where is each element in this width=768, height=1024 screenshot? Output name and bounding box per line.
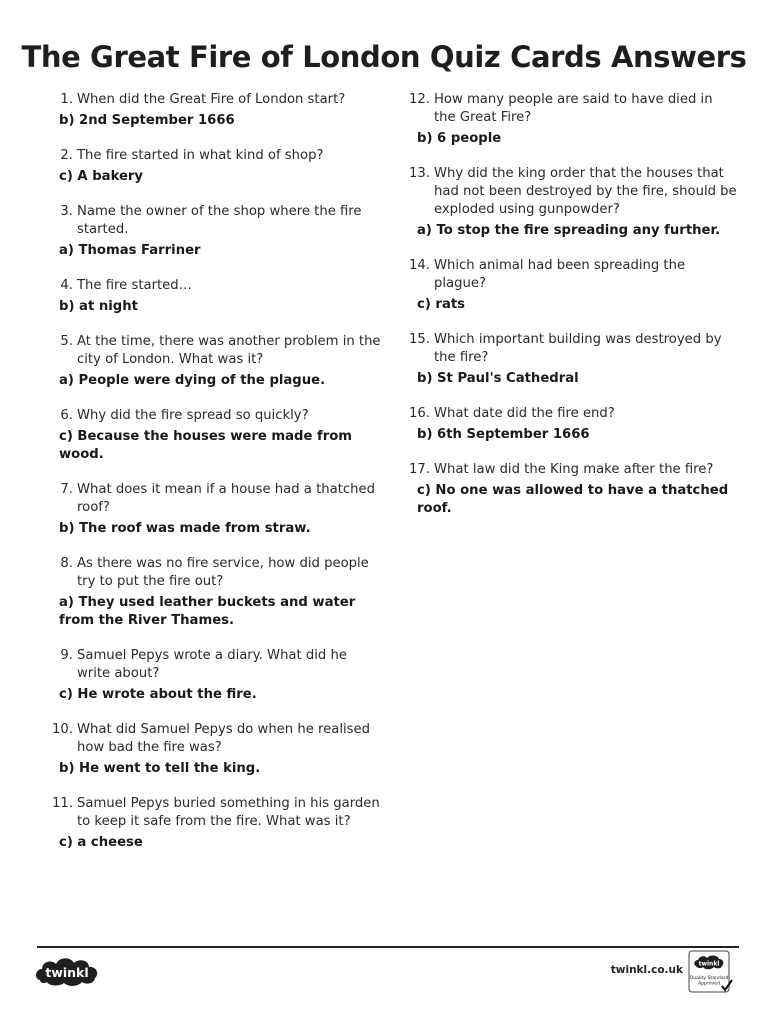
question-text: When did the Great Fire of London start? [77,92,346,107]
question-text: At the time, there was another problem in the city of London. What was it? [77,334,381,367]
question-text: The fire started in what kind of shop? [77,148,324,163]
badge-brand: twinkl [698,960,720,968]
question-number: 14. [409,258,430,273]
question-number: 12. [409,92,430,107]
question-4 [50,277,382,316]
question-text: Which animal had been spreading the plague? [434,258,686,291]
answer-text: b) 6th September 1666 [417,427,590,442]
question-6 [50,407,382,464]
badge-line-2: Approved [697,981,721,987]
question-text: Why did the king order that the houses that had not been destroyed by the fire, should be exploded using gunpowder? [434,166,737,217]
answer-text: a) They used leather buckets and water from the River Thames. [59,595,356,628]
answer-text: a) People were dying of the plague. [59,373,326,388]
question-number: 17. [409,462,430,477]
question-11 [50,795,382,852]
question-number: 15. [409,332,430,347]
question-text: Samuel Pepys wrote a diary. What did he write about? [77,648,347,681]
answer-text: b) 6 people [417,131,502,146]
question-number: 5. [60,334,73,349]
question-number: 10. [52,722,73,737]
question-number: 8. [60,556,73,571]
answer-text: c) rats [417,297,465,312]
questions-column-right [407,91,737,535]
question-text: What does it mean if a house had a thatched roof? [77,482,375,515]
question-text: What date did the fire end? [434,406,615,421]
logo-text: twinkl [45,965,89,980]
twinkl-logo[interactable] [34,954,100,988]
answer-text: b) The roof was made from straw. [59,521,311,536]
question-number: 2. [60,148,73,163]
question-13 [407,165,737,240]
question-text: As there was no fire service, how did people try to put the fire out? [77,556,369,589]
question-number: 13. [409,166,430,181]
answer-text: c) No one was allowed to have a thatched roof. [417,483,729,516]
question-number: 1. [60,92,73,107]
page-title: The Great Fire of London Quiz Cards Answers [21,40,747,74]
question-14 [407,257,737,314]
question-7 [50,481,382,538]
question-17 [407,461,737,518]
question-number: 7. [60,482,73,497]
question-16 [407,405,737,444]
question-9 [50,647,382,704]
question-text: Which important building was destroyed by the fire? [434,332,722,365]
question-3 [50,203,382,260]
question-number: 11. [52,796,73,811]
question-number: 6. [60,408,73,423]
quality-standard-badge [688,950,734,994]
question-text: What did Samuel Pepys do when he realised how bad the fire was? [77,722,371,755]
answer-text: c) A bakery [59,169,144,184]
question-2 [50,147,382,186]
site-url[interactable]: twinkl.co.uk [610,964,683,976]
answer-text: a) Thomas Farriner [59,243,201,258]
answer-text: c) Because the houses were made from wood. [59,429,353,462]
question-5 [50,333,382,390]
question-15 [407,331,737,388]
question-number: 3. [60,204,73,219]
question-1 [50,91,382,130]
question-text: How many people are said to have died in the Great Fire? [434,92,713,125]
question-12 [407,91,737,148]
questions-column-left [50,91,382,869]
question-number: 16. [409,406,430,421]
question-text: Why did the fire spread so quickly? [77,408,309,423]
question-text: The fire started… [77,278,192,293]
badge-line-1: Quality Standard [689,976,729,981]
question-10 [50,721,382,778]
answer-text: b) St Paul's Cathedral [417,371,579,386]
question-number: 9. [60,648,73,663]
question-number: 4. [60,278,73,293]
question-text: What law did the King make after the fire? [434,462,714,477]
footer-divider [37,946,739,948]
answer-text: b) at night [59,299,138,314]
question-text: Name the owner of the shop where the fire started. [77,204,362,237]
answer-text: c) He wrote about the fire. [59,687,257,702]
answer-text: a) To stop the fire spreading any further. [417,223,721,238]
answer-text: b) He went to tell the king. [59,761,261,776]
question-8 [50,555,382,630]
question-text: Samuel Pepys buried something in his garden to keep it safe from the fire. What was it? [77,796,380,829]
answer-text: c) a cheese [59,835,143,850]
answer-text: b) 2nd September 1666 [59,113,235,128]
